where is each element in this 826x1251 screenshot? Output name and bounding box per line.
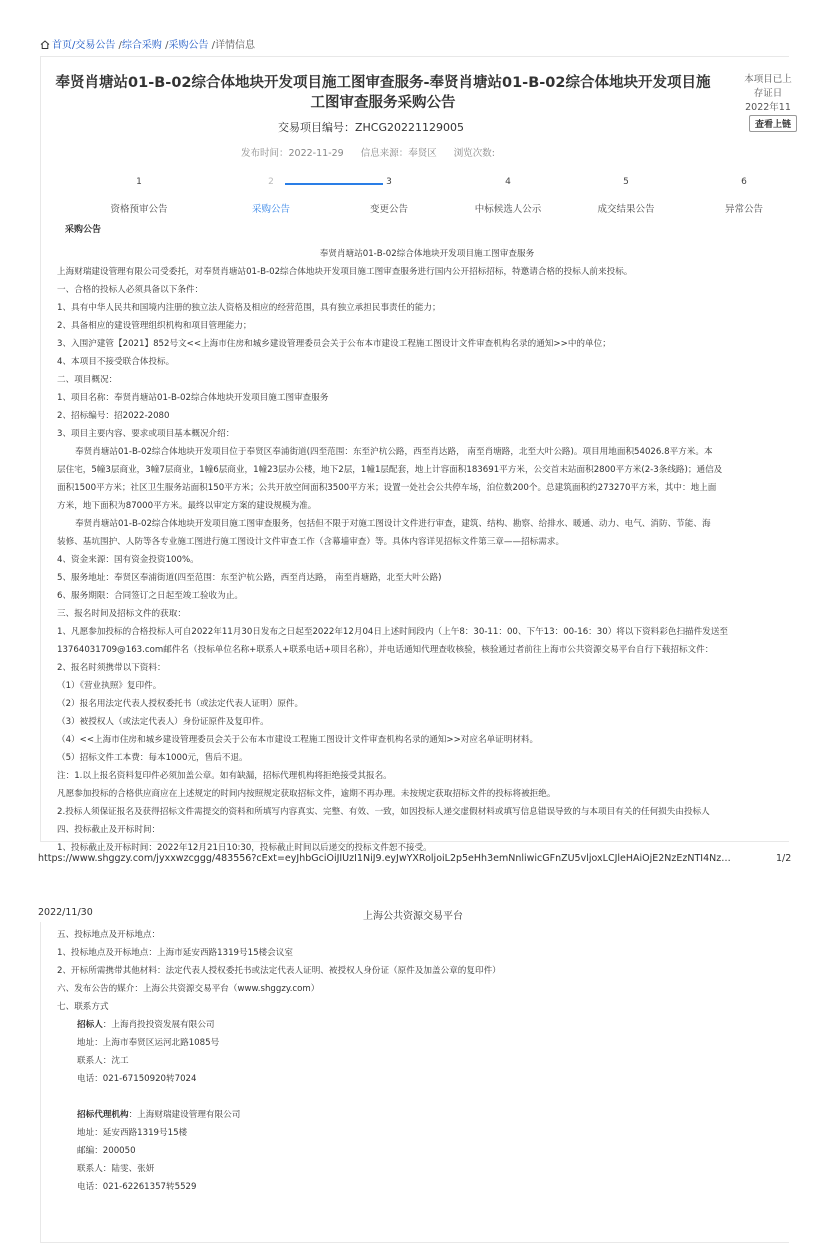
body-line: 2、具备相应的建设管理组织机构和项目管理能力； bbox=[57, 321, 252, 331]
body-line: 2.投标人须保证报名及获得招标文件需提交的资料和所填写内容真实、完整、有效、一致，如因投标人递交虚假材料或填写信息错误导致的与本项目有关的任何损失由投标人 bbox=[57, 807, 710, 817]
agent-detail: 联系人：陆雯、张妍 bbox=[77, 1164, 155, 1174]
step-number: 6 bbox=[741, 177, 747, 187]
step-label: 采购公告 bbox=[251, 204, 290, 215]
notice-subtitle: 奉贤肖塘站01-B-02综合体地块开发项目施工图审查服务 bbox=[319, 249, 535, 259]
print-footer-url: https://www.shggzy.com/jyxxwzcggg/483556?cExt=eyJhbGciOiJIUzI1NiJ9.eyJwYXRoljoiL2p5eHh3emNnliwicGFnZU5vljoxLCJleHAiOjE2NzEzNTI4Nz… bbox=[38, 853, 731, 864]
breadcrumb-trade[interactable]: 交易公告 bbox=[75, 40, 116, 51]
body-line: 6、服务期限：合同签订之日起至竣工验收为止。 bbox=[57, 591, 243, 601]
tenderer-detail: 地址：上海市奉贤区运河北路1085号 bbox=[77, 1038, 220, 1048]
blockchain-info-line: 存证日 bbox=[753, 88, 783, 99]
home-icon bbox=[40, 40, 50, 49]
project-description-line: 层住宅，5幢3层商业，3幢7层商业，1幢6层商业，1幢23层办公楼，地下2层，1幢1层配套，地上计容面积183691平方米，公交首末站面积2800平方米(2-3条线路)；通信及 bbox=[57, 465, 723, 475]
print-footer-page: 1/2 bbox=[776, 853, 792, 864]
step-prequalification[interactable] bbox=[79, 177, 199, 215]
tenderer-detail: 联系人：沈工 bbox=[77, 1056, 129, 1066]
body-line: 五、投标地点及开标地点： bbox=[57, 930, 161, 940]
step-label: 中标候选人公示 bbox=[474, 204, 542, 215]
notice-meta bbox=[241, 145, 681, 159]
breadcrumb-procure[interactable]: 采购公告 bbox=[168, 40, 209, 51]
body-line: 二、项目概况： bbox=[57, 375, 118, 385]
breadcrumb-sep: / bbox=[208, 40, 216, 51]
print-header-title: 上海公共资源交易平台 bbox=[363, 911, 463, 922]
body-line: （4）<<上海市住房和城乡建设管理委员会关于公布本市建设工程施工图设计文件审查机构名录的通知>>对应名单证明材料。 bbox=[57, 735, 539, 745]
breadcrumb-current: 详情信息 bbox=[215, 40, 256, 51]
agent-name: ：上海财瑞建设管理有限公司 bbox=[128, 1110, 241, 1120]
body-line: 2、招标编号：招2022-2080 bbox=[57, 411, 170, 421]
service-scope-line: 装修、基坑围护、人防等各专业施工图进行施工图设计文件审查工作（含幕墙审查）等。具体内容详见招标文件第三章——招标需求。 bbox=[57, 537, 565, 547]
step-number: 4 bbox=[505, 177, 511, 187]
body-line: 1、项目名称：奉贤肖塘站01-B-02综合体地块开发项目施工图审查服务 bbox=[57, 393, 329, 403]
body-line: 4、本项目不接受联合体投标。 bbox=[57, 357, 175, 367]
step-label: 变更公告 bbox=[369, 204, 408, 215]
publish-time: 发布时间：2022-11-29 bbox=[241, 148, 344, 159]
body-line: （5）招标文件工本费：每本1000元，售后不退。 bbox=[57, 753, 248, 763]
blockchain-info bbox=[733, 73, 803, 115]
agent-detail: 地址：延安西路1319号15楼 bbox=[77, 1128, 188, 1138]
body-line: 注：1.以上报名资料复印件必须加盖公章。如有缺漏，招标代理机构将拒绝接受其报名。 bbox=[57, 771, 392, 781]
tenderer-line bbox=[57, 1016, 777, 1034]
body-line: 2、开标所需携带其他材料：法定代表人授权委托书或法定代表人证明、被授权人身份证（原件及加盖公章的复印件） bbox=[57, 966, 501, 976]
body-line: 13764031709@163.com邮件名（投标单位名称+联系人+联系电话+项目名称），并电话通知代理查收核验，核验通过者前往上海市公共资源交易平台自行下载招标文件： bbox=[57, 645, 714, 655]
notice-panel-continued bbox=[40, 922, 789, 1243]
body-line: 六、发布公告的媒介：上海公共资源交易平台（www.shggzy.com） bbox=[57, 984, 320, 994]
notice-body bbox=[57, 221, 797, 857]
step-label: 成交结果公告 bbox=[597, 204, 655, 215]
body-line: 5、服务地址：奉贤区奉浦街道(四至范围：东至沪杭公路，西至肖达路， 南至肖塘路，北至大叶公路) bbox=[57, 573, 442, 583]
body-line: 一、合格的投标人必须具备以下条件： bbox=[57, 285, 204, 295]
step-number: 2 bbox=[268, 177, 274, 187]
section-heading: 采购公告 bbox=[65, 225, 102, 235]
print-header-date: 2022/11/30 bbox=[38, 907, 93, 918]
tenderer-detail: 电话：021-67150920转7024 bbox=[77, 1074, 197, 1084]
tenderer-label: 招标人 bbox=[77, 1020, 103, 1030]
blockchain-info-line: 本项目已上 bbox=[744, 74, 792, 85]
agent-line bbox=[57, 1106, 777, 1124]
step-candidate[interactable] bbox=[448, 177, 568, 215]
spacer bbox=[57, 1088, 777, 1106]
body-line: 2、报名时须携带以下资料： bbox=[57, 663, 166, 673]
agent-detail: 电话：021-62261357转5529 bbox=[77, 1182, 197, 1192]
body-line: 4、资金来源：国有资金投资100%。 bbox=[57, 555, 199, 565]
body-line: 1、投标地点及开标地点：上海市延安西路1319号15楼会议室 bbox=[57, 948, 293, 958]
step-procurement[interactable] bbox=[211, 177, 331, 215]
body-line: 七、联系方式 bbox=[57, 1002, 109, 1012]
breadcrumb bbox=[40, 36, 255, 51]
agent-label: 招标代理机构 bbox=[77, 1110, 129, 1120]
body-line: 上海财瑞建设管理有限公司受委托，对奉贤肖塘站01-B-02综合体地块开发项目施工图审查服务进行国内公开招标招标，特邀请合格的投标人前来投标。 bbox=[57, 267, 633, 277]
step-label: 资格预审公告 bbox=[110, 204, 168, 215]
project-description-line: 奉贤肖塘站01-B-02综合体地块开发项目位于奉贤区奉浦街道(四至范围：东至沪杭公路，西至肖达路， 南至肖塘路，北至大叶公路)。项目用地面积54026.8平方米。本 bbox=[75, 447, 713, 457]
body-line: 3、入围沪建管【2021】852号文<<上海市住房和城乡建设管理委员会关于公布本市建设工程施工图设计文件审查机构名录的通知>>中的单位； bbox=[57, 339, 611, 349]
breadcrumb-sep: / bbox=[115, 40, 122, 51]
body-line: 1、凡愿参加投标的合格投标人可自2022年11月30日发布之日起至2022年12月04日上述时间段内（上午8：30-11：00、下午13：00-16：30）将以下资料彩色扫描件发送至 bbox=[57, 627, 729, 637]
step-change[interactable] bbox=[329, 177, 449, 215]
body-line: （3）被授权人（或法定代表人）身份证原件及复印件。 bbox=[57, 717, 269, 727]
notice-panel bbox=[40, 56, 792, 853]
body-line: 3、项目主要内容、要求或项目基本概况介绍： bbox=[57, 429, 235, 439]
view-count: 浏览次数: bbox=[453, 148, 495, 159]
body-line: 三、报名时间及招标文件的获取： bbox=[57, 609, 186, 619]
notice-body-continued bbox=[57, 926, 777, 1196]
breadcrumb-sep: / bbox=[161, 40, 169, 51]
step-label: 异常公告 bbox=[724, 204, 763, 215]
step-number: 1 bbox=[136, 177, 142, 187]
step-number: 5 bbox=[623, 177, 629, 187]
project-code: 交易项目编号：ZHCG20221129005 bbox=[278, 121, 464, 134]
project-description-line: 方米，地下面积为87000平方米。最终以审定方案的建设规模为准。 bbox=[57, 501, 317, 511]
agent-detail: 邮编：200050 bbox=[77, 1146, 136, 1156]
breadcrumb-home[interactable]: 首页/ bbox=[52, 40, 76, 51]
body-line: 凡愿参加投标的合格供应商应在上述规定的时间内按照规定获取招标文件，逾期不再办理。未按规定获取招标文件的投标将被拒绝。 bbox=[57, 789, 556, 799]
project-description-line: 面积1500平方米；社区卫生服务站面积150平方米；公共开放空间面积3500平方米；设置一处社会公共停车场，泊位数200个。总建筑面积约273270平方米，其中：地上面 bbox=[57, 483, 717, 493]
step-result[interactable] bbox=[566, 177, 686, 215]
body-line: 1、具有中华人民共和国境内注册的独立法人资格及相应的经营范围，具有独立承担民事责任的能力； bbox=[57, 303, 441, 313]
body-line: 1、投标截止及开标时间：2022年12月21日10:30，投标截止时间以后递交的投标文件恕不接受。 bbox=[57, 843, 432, 853]
blockchain-info-line: 2022年11 bbox=[745, 102, 791, 113]
body-line: （1）《营业执照》复印件。 bbox=[57, 681, 162, 691]
body-line: 四、投标截止及开标时间： bbox=[57, 825, 161, 835]
service-scope-line: 奉贤肖塘站01-B-02综合体地块开发项目施工图审查服务，包括但不限于对施工图设计文件进行审查，建筑、结构、勘察、给排水、暖通、动力、电气、消防、节能、海 bbox=[75, 519, 711, 529]
breadcrumb-comprehensive[interactable]: 综合采购 bbox=[121, 40, 162, 51]
step-abnormal[interactable] bbox=[684, 177, 804, 215]
notice-title: 奉贤肖塘站01-B-02综合体地块开发项目施工图审查服务-奉贤肖塘站01-B-02综合体地块开发项目施工图审查服务采购公告 bbox=[55, 75, 711, 111]
tenderer-name: ：上海肖投投资发展有限公司 bbox=[102, 1020, 215, 1030]
view-chain-button[interactable]: 查看上链 bbox=[749, 115, 797, 132]
body-line: （2）报名用法定代表人授权委托书（或法定代表人证明）原件。 bbox=[57, 699, 304, 709]
info-source: 信息来源：奉贤区 bbox=[360, 148, 437, 159]
step-number: 3 bbox=[386, 177, 392, 187]
